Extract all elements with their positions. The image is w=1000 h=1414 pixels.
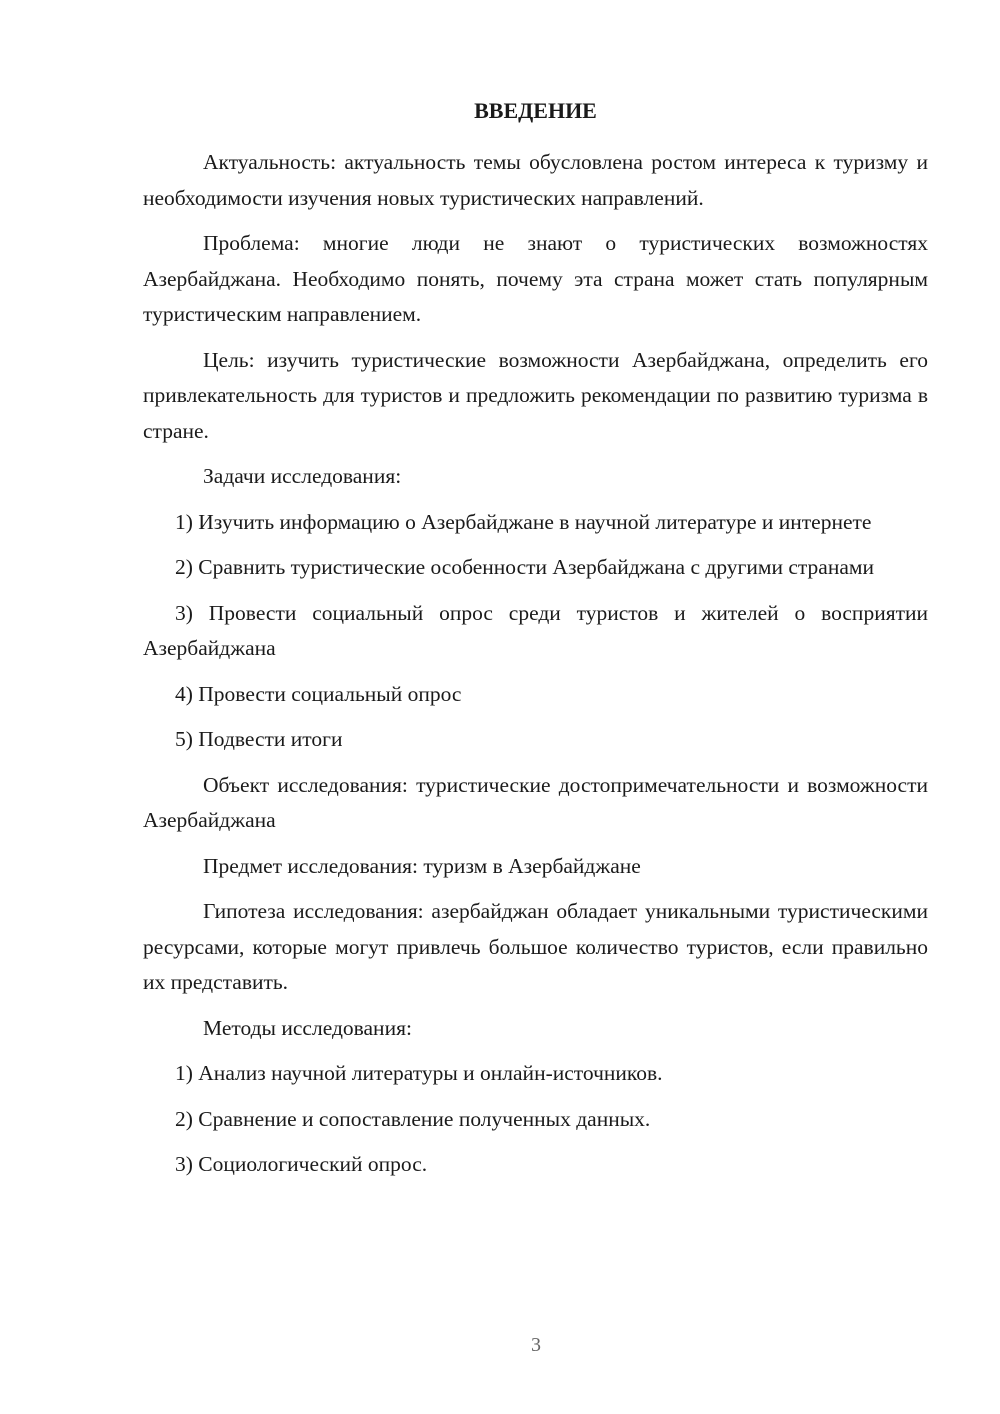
paragraph-hypothesis: Гипотеза исследования: азербайджан обладает уникальными туристическими ресурсами, которые могут привлечь большое количество туристов, если правильно их представить.: [143, 899, 928, 994]
list-item-method: 2) Сравнение и сопоставление полученных данных.: [175, 1106, 651, 1131]
list-item-task: 2) Сравнить туристические особенности Азербайджана с другими странами: [175, 555, 875, 579]
list-item-method: 1) Анализ научной литературы и онлайн-источников.: [175, 1061, 663, 1085]
tasks-heading: Задачи исследования:: [203, 464, 402, 488]
methods-heading: Методы исследования:: [203, 1015, 412, 1040]
paragraph-relevance: Актуальность: актуальность темы обусловлена ростом интереса к туризму и необходимости изучения новых туристических направлений.: [143, 150, 928, 210]
paragraph-problem: Проблема: многие люди не знают о туристических возможностях Азербайджана. Необходимо понять, почему эта страна может стать популярным туристическим направлением.: [143, 231, 928, 326]
list-item-task: 5) Подвести итоги: [175, 727, 343, 751]
document-body: [143, 145, 928, 1193]
paragraph-goal: Цель: изучить туристические возможности Азербайджана, определить его привлекательность для туристов и предложить рекомендации по развитию туризма в стране.: [143, 347, 928, 443]
list-item-task: 1) Изучить информацию о Азербайджане в научной литературе и интернете: [175, 509, 872, 534]
paragraph-subject: Предмет исследования: туризм в Азербайджане: [203, 853, 641, 878]
paragraph-object: Объект исследования: туристические достопримечательности и возможности Азербайджана: [143, 772, 928, 832]
list-item-task: 4) Провести социальный опрос: [175, 681, 462, 706]
list-item-task: 3) Провести социальный опрос среди туристов и жителей о восприятии Азербайджана: [143, 600, 928, 660]
list-item-method: 3) Социологический опрос.: [175, 1152, 428, 1176]
page-number: 3: [531, 1334, 541, 1356]
page-title: ВВЕДЕНИЕ: [474, 98, 597, 123]
